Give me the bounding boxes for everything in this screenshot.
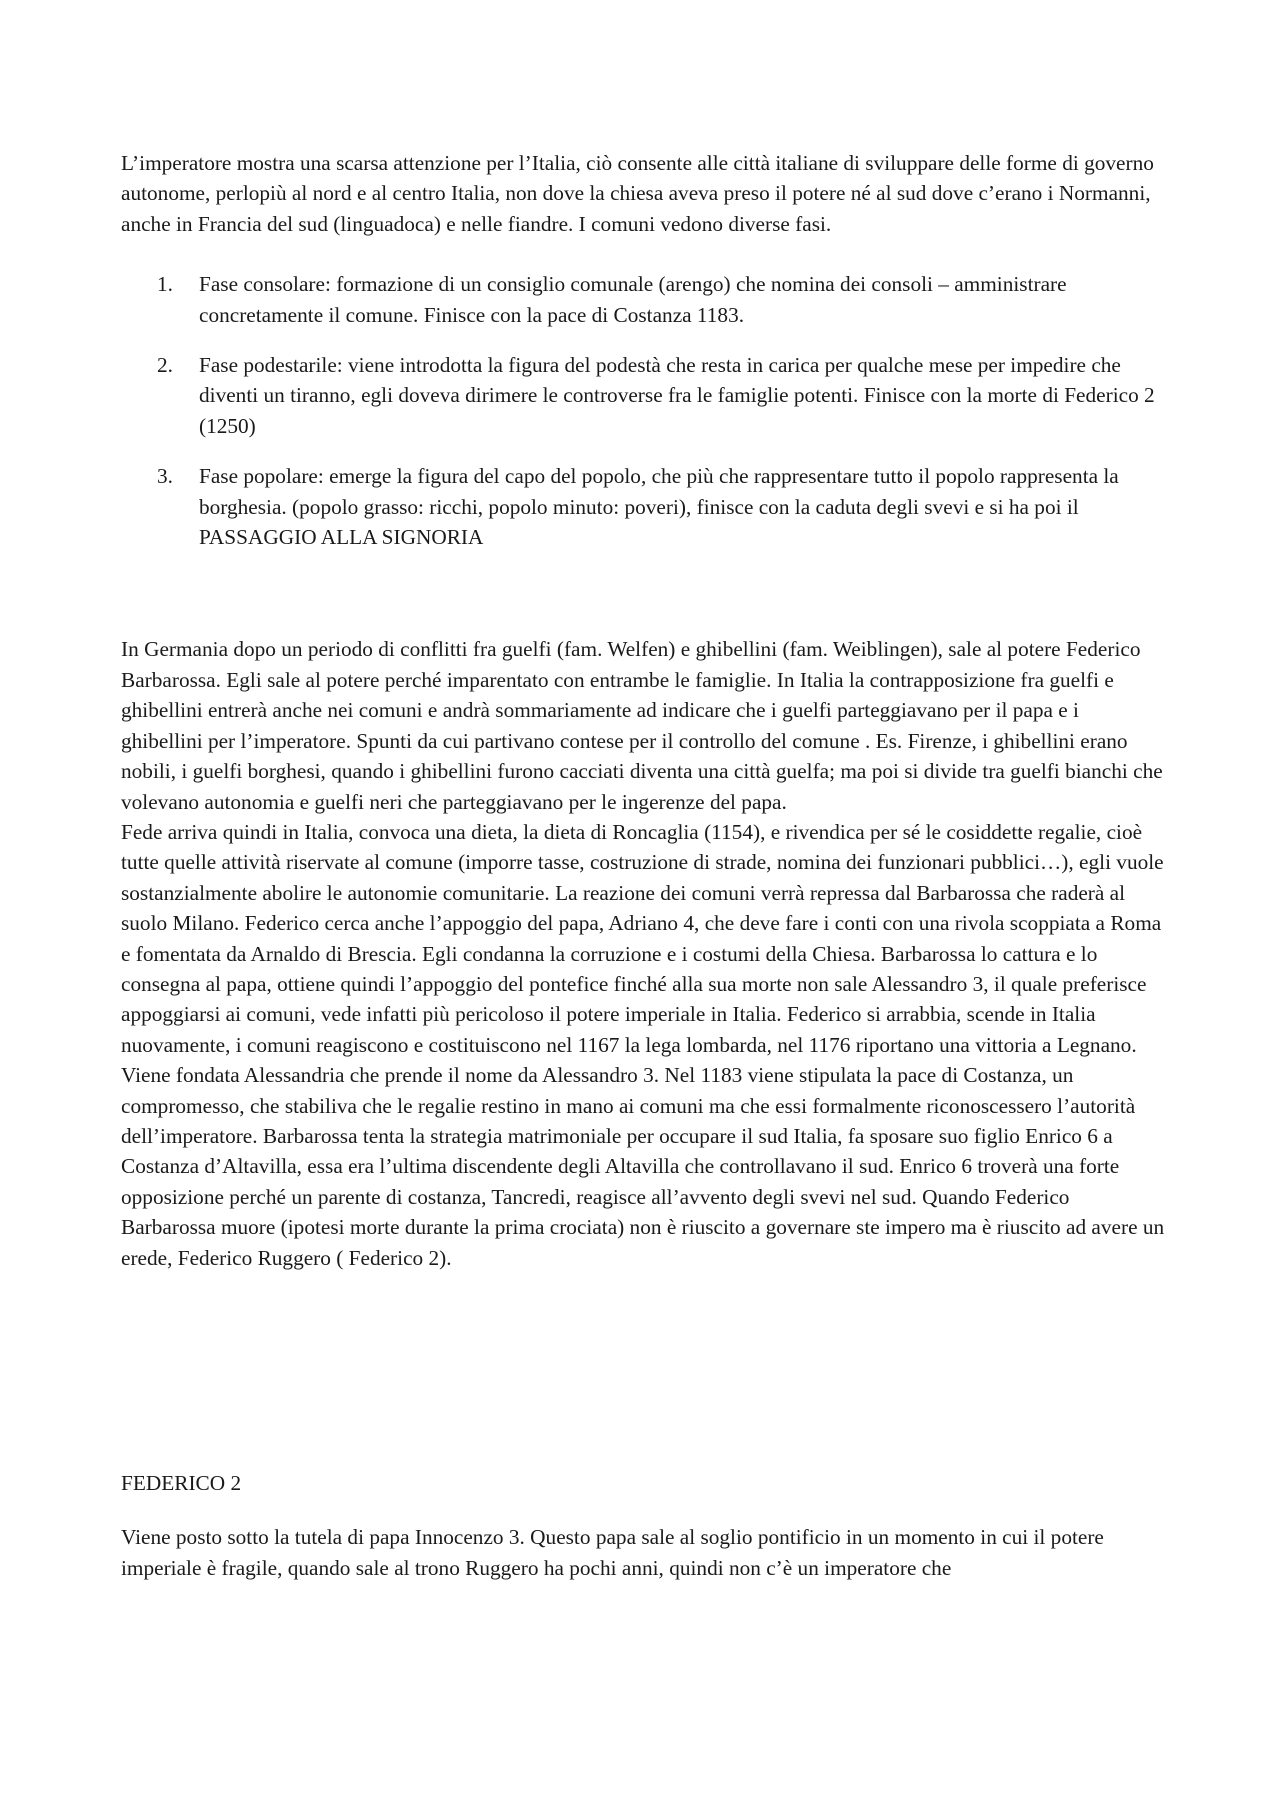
list-item-text: Fase podestarile: viene introdotta la figura del podestà che resta in carica per qualche mese per impedire che diventi un tiranno, egli doveva dirimere le controverse fra le famiglie potenti. Finisce con la morte di Federico 2 (1250) (199, 353, 1155, 438)
list-item-number: 3. (157, 464, 173, 489)
list-item-number: 1. (157, 272, 173, 297)
list-item-text: Fase consolare: formazione di un consiglio comunale (arengo) che nomina dei consoli – amministrare concretamente il comune. Finisce con la pace di Costanza 1183. (199, 272, 1067, 327)
intro-paragraph: L’imperatore mostra una scarsa attenzione per l’Italia, ciò consente alle città italiane di sviluppare delle forme di governo autonome, perlopiù al nord e al centro Italia, non dove la chiesa aveva preso il potere né al sud dove c’erano i Normanni, anche in Francia del sud (linguadoca) e nelle fiandre. I comuni vedono diverse fasi. (121, 151, 1154, 236)
list-item (121, 269, 1165, 330)
list-item-text: Fase popolare: emerge la figura del capo del popolo, che più che rappresentare tutto il popolo rappresenta la borghesia. (popolo grasso: ricchi, popolo minuto: poveri), finisce con la caduta degli svevi e si ha poi il PASSAGGIO ALLA SIGNORIA (199, 464, 1119, 550)
list-item (121, 461, 1165, 552)
germania-paragraph-2: Fede arriva quindi in Italia, convoca una dieta, la dieta di Roncaglia (1154), e rivendica per sé le cosiddette regalie, cioè tutte quelle attività riservate al comune (imporre tasse, costruzione di strade, nomina dei funzionari pubblici…), egli vuole sostanzialmente abolire le autonomie comunitarie. La reazione dei comuni verrà repressa dal Barbarossa che raderà al suolo Milano. Federico cerca anche l’appoggio del papa, Adriano 4, che deve fare i conti con una rivola scoppiata a Roma e fomentata da Arnaldo di Brescia. Egli condanna la corruzione e i costumi della Chiesa. Barbarossa lo cattura e lo consegna al papa, ottiene quindi l’appoggio del pontefice finché alla sua morte non sale Alessandro 3, il quale preferisce appoggiarsi ai comuni, vede infatti più pericoloso il potere imperiale in Italia. Federico si arrabbia, scende in Italia nuovamente, i comuni reagiscono e costituiscono nel 1167 la lega lombarda, nel 1176 riportano una vittoria a Legnano. Viene fondata Alessandria che prende il nome da Alessandro 3. Nel 1183 viene stipulata la pace di Costanza, un compromesso, che stabiliva che le regalie restino in mano ai comuni ma che essi formalmente riconoscessero l’autorità dell’imperatore. Barbarossa tenta la strategia matrimoniale per occupare il sud Italia, fa sposare suo figlio Enrico 6 a Costanza d’Altavilla, essa era l’ultima discendente degli Altavilla che controllavano il sud. Enrico 6 troverà una forte opposizione perché un parente di costanza, Tancredi, reagisce all’avvento degli svevi nel sud. Quando Federico Barbarossa muore (ipotesi morte durante la prima crociata) non è riuscito a governare ste impero ma è riuscito ad avere un erede, Federico Ruggero ( Federico 2). (121, 819, 1165, 1270)
federico-paragraph: Viene posto sotto la tutela di papa Innocenzo 3. Questo papa sale al soglio pontificio in un momento in cui il potere imperiale è fragile, quando sale al trono Ruggero ha pochi anni, quindi non c’è un imperatore che (121, 1525, 1104, 1580)
list-item-number: 2. (157, 353, 173, 378)
section-heading-federico-2: FEDERICO 2 (121, 1471, 242, 1495)
list-item (121, 350, 1165, 441)
germania-paragraph-1: In Germania dopo un periodo di conflitti fra guelfi (fam. Welfen) e ghibellini (fam. Weiblingen), sale al potere Federico Barbarossa. Egli sale al potere perché imparentato con entrambe le famiglie. In Italia la contrapposizione fra guelfi e ghibellini entrerà anche nei comuni e andrà sommariamente ad indicare che i guelfi parteggiavano per il papa e i ghibellini per l’imperatore. Spunti da cui partivano contese per il controllo del comune . Es. Firenze, i ghibellini erano nobili, i guelfi borghesi, quando i ghibellini furono cacciati diventa una città guelfa; ma poi si divide tra guelfi bianchi che volevano autonomia e guelfi neri che parteggiavano per le ingerenze del papa. (121, 637, 1163, 814)
phases-list (121, 269, 1165, 552)
germania-section (121, 634, 1165, 1273)
